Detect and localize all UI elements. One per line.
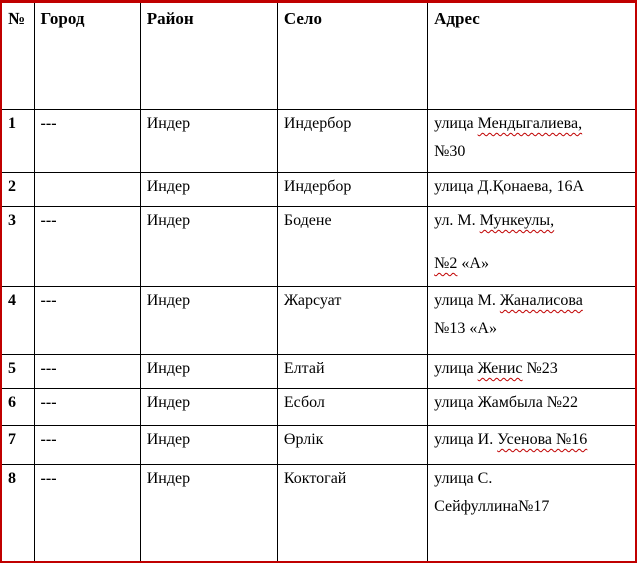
cell-district: Индер xyxy=(140,465,277,562)
cell-number: 4 xyxy=(1,287,34,355)
cell-address xyxy=(428,287,636,355)
cell-village: Елтай xyxy=(277,355,427,389)
address-line xyxy=(434,176,630,204)
address-line xyxy=(434,210,630,238)
cell-village: Есбол xyxy=(277,389,427,426)
cell-village: Индербор xyxy=(277,173,427,207)
address-text: №13 «А» xyxy=(434,320,497,337)
cell-number: 7 xyxy=(1,426,34,465)
table-row-1 xyxy=(1,110,636,173)
table-row-4 xyxy=(1,287,636,355)
cell-city: --- xyxy=(34,287,140,355)
misspelled-word: Жаналисова xyxy=(499,292,583,309)
header-cell-village: Село xyxy=(277,2,427,110)
address-line xyxy=(434,253,630,281)
address-text: улица М. xyxy=(434,292,500,309)
misspelled-word: №2 xyxy=(434,255,458,272)
cell-address xyxy=(428,110,636,173)
cell-number: 5 xyxy=(1,355,34,389)
cell-city: --- xyxy=(34,426,140,465)
address-line xyxy=(434,141,630,169)
cell-city: --- xyxy=(34,355,140,389)
table-row-8 xyxy=(1,465,636,562)
table-row-7 xyxy=(1,426,636,465)
address-line xyxy=(434,468,630,496)
cell-district: Индер xyxy=(140,110,277,173)
cell-city xyxy=(34,173,140,207)
header-cell-number: № xyxy=(1,2,34,110)
address-line xyxy=(434,429,630,457)
cell-address xyxy=(428,426,636,465)
cell-number: 3 xyxy=(1,207,34,287)
address-line xyxy=(434,113,630,141)
address-text: улица Д.Қонаева, 16А xyxy=(434,178,584,195)
table-row-3 xyxy=(1,207,636,287)
address-line xyxy=(434,392,630,420)
cell-number: 1 xyxy=(1,110,34,173)
address-text: улица xyxy=(434,115,478,132)
table-row-6 xyxy=(1,389,636,426)
header-cell-district: Район xyxy=(140,2,277,110)
table-row-5 xyxy=(1,355,636,389)
header-cell-address: Адрес xyxy=(428,2,636,110)
cell-city: --- xyxy=(34,389,140,426)
cell-village: Бодене xyxy=(277,207,427,287)
cell-district: Индер xyxy=(140,207,277,287)
misspelled-word: Усенова №16 xyxy=(497,431,588,448)
cell-number: 6 xyxy=(1,389,34,426)
address-text: улица Жамбыла №22 xyxy=(434,394,579,411)
address-text: «А» xyxy=(457,255,489,272)
address-line xyxy=(434,318,630,346)
cell-city: --- xyxy=(34,465,140,562)
address-text: №23 xyxy=(522,360,558,377)
address-text: ул. М. xyxy=(434,212,480,229)
address-line xyxy=(434,290,630,318)
cell-district: Индер xyxy=(140,287,277,355)
misspelled-word: Мункеулы, xyxy=(479,212,555,229)
address-text: Сейфуллина№17 xyxy=(434,498,550,515)
cell-address xyxy=(428,173,636,207)
table-row-2 xyxy=(1,173,636,207)
cell-city: --- xyxy=(34,207,140,287)
address-line xyxy=(434,358,630,386)
cell-district: Индер xyxy=(140,173,277,207)
cell-district: Индер xyxy=(140,426,277,465)
header-cell-city: Город xyxy=(34,2,140,110)
address-text: улица xyxy=(434,360,478,377)
address-line xyxy=(434,496,630,524)
cell-address xyxy=(428,389,636,426)
cell-city: --- xyxy=(34,110,140,173)
cell-address xyxy=(428,465,636,562)
address-text: улица С. xyxy=(434,470,493,487)
cell-village: Коктогай xyxy=(277,465,427,562)
address-text: №30 xyxy=(434,143,466,160)
cell-address xyxy=(428,355,636,389)
misspelled-word: Мендыгалиева, xyxy=(477,115,583,132)
cell-village: Жарсуат xyxy=(277,287,427,355)
cell-district: Индер xyxy=(140,355,277,389)
cell-village: Индербор xyxy=(277,110,427,173)
misspelled-word: Женис xyxy=(477,360,523,377)
cell-district: Индер xyxy=(140,389,277,426)
cell-address xyxy=(428,207,636,287)
cell-number: 2 xyxy=(1,173,34,207)
cell-village: Өрлік xyxy=(277,426,427,465)
cell-number: 8 xyxy=(1,465,34,562)
address-text: улица И. xyxy=(434,431,498,448)
header-row xyxy=(1,2,636,110)
